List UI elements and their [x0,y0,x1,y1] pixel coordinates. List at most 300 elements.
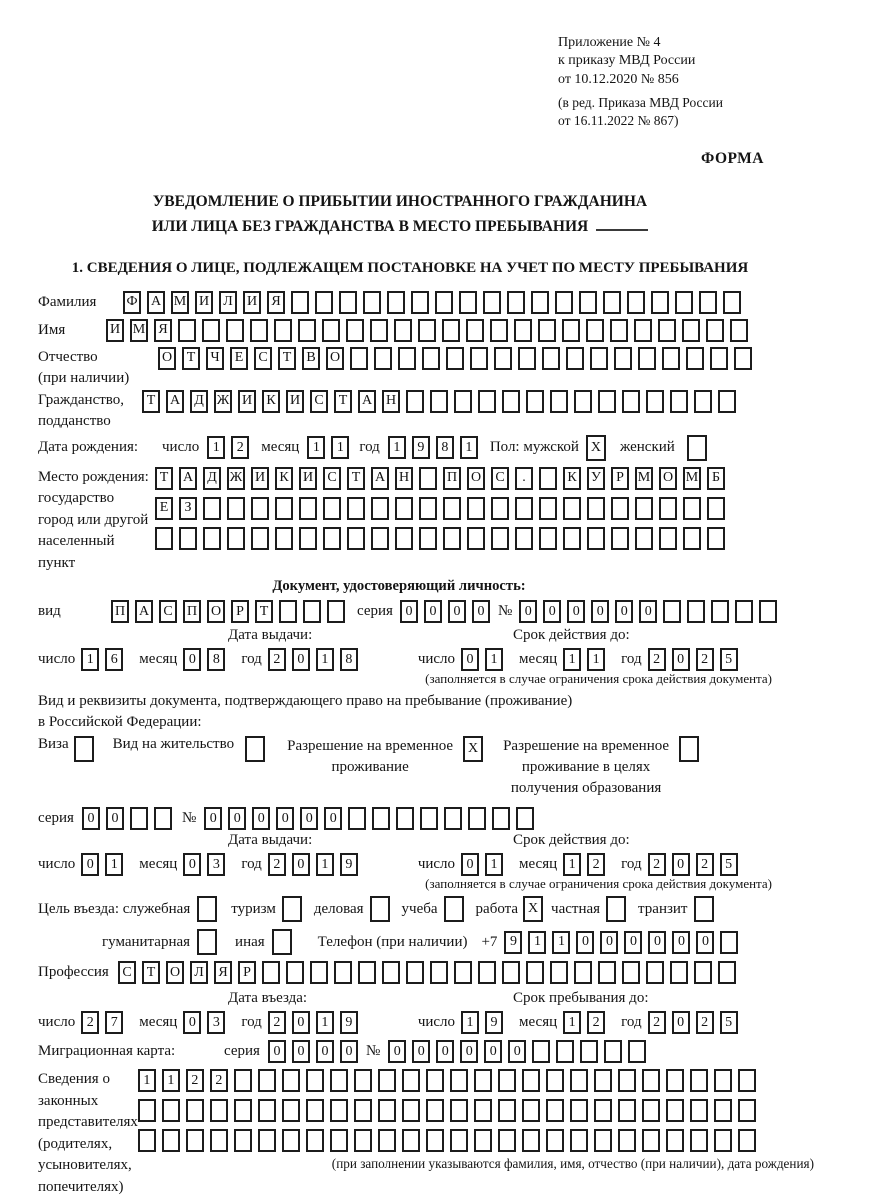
form-cell[interactable] [502,961,520,984]
form-cell[interactable] [430,961,448,984]
form-cell[interactable] [550,961,568,984]
form-cell[interactable] [250,319,268,342]
form-cell[interactable] [714,1099,732,1122]
form-cell[interactable]: И [238,390,256,413]
form-cell[interactable] [274,319,292,342]
form-cell[interactable] [618,1099,636,1122]
form-cell[interactable] [323,527,341,550]
form-cell[interactable]: 0 [400,600,418,623]
form-cell[interactable] [258,1099,276,1122]
form-cell[interactable]: Р [231,600,249,623]
form-cell[interactable] [570,1069,588,1092]
form-cell[interactable]: Е [230,347,248,370]
form-cell[interactable]: 8 [340,648,358,671]
form-cell[interactable]: М [171,291,189,314]
form-cell[interactable] [627,291,645,314]
form-cell[interactable] [598,961,616,984]
form-cell[interactable] [178,319,196,342]
form-cell[interactable] [594,1069,612,1092]
form-cell[interactable] [419,467,437,490]
form-cell[interactable] [498,1069,516,1092]
form-cell[interactable] [723,291,741,314]
form-cell[interactable] [707,497,725,520]
form-cell[interactable]: И [243,291,261,314]
form-cell[interactable]: 0 [268,1040,286,1063]
form-cell[interactable] [378,1099,396,1122]
form-cell[interactable] [555,291,573,314]
form-cell[interactable]: 7 [105,1011,123,1034]
form-cell[interactable] [272,929,292,955]
form-cell[interactable] [347,527,365,550]
form-cell[interactable] [659,527,677,550]
form-cell[interactable] [245,736,265,762]
form-cell[interactable]: А [358,390,376,413]
form-cell[interactable] [492,807,510,830]
form-cell[interactable]: М [130,319,148,342]
form-cell[interactable] [594,1099,612,1122]
form-cell[interactable]: 0 [591,600,609,623]
form-cell[interactable] [579,291,597,314]
form-cell[interactable]: 2 [81,1011,99,1034]
form-cell[interactable] [450,1099,468,1122]
form-cell[interactable]: 0 [519,600,537,623]
form-cell[interactable]: С [159,600,177,623]
form-cell[interactable]: Я [267,291,285,314]
form-cell[interactable]: О [207,600,225,623]
form-cell[interactable]: И [195,291,213,314]
form-cell[interactable] [635,527,653,550]
form-cell[interactable] [420,807,438,830]
form-cell[interactable]: X [523,896,543,922]
form-cell[interactable] [686,347,704,370]
form-cell[interactable]: 0 [316,1040,334,1063]
form-cell[interactable] [538,319,556,342]
form-cell[interactable] [370,319,388,342]
form-cell[interactable] [580,1040,598,1063]
form-cell[interactable] [398,347,416,370]
form-cell[interactable]: 0 [252,807,270,830]
form-cell[interactable] [186,1129,204,1152]
form-cell[interactable]: 0 [461,853,479,876]
form-cell[interactable]: А [371,467,389,490]
form-cell[interactable] [690,1069,708,1092]
form-cell[interactable] [490,319,508,342]
form-cell[interactable] [474,1099,492,1122]
form-cell[interactable] [402,1129,420,1152]
form-cell[interactable]: П [443,467,461,490]
form-cell[interactable]: М [683,467,701,490]
form-cell[interactable]: Т [155,467,173,490]
form-cell[interactable] [539,527,557,550]
form-cell[interactable] [467,527,485,550]
form-cell[interactable] [203,497,221,520]
form-cell[interactable] [515,527,533,550]
form-cell[interactable] [522,1099,540,1122]
form-cell[interactable] [470,347,488,370]
form-cell[interactable]: С [491,467,509,490]
form-cell[interactable]: З [179,497,197,520]
form-cell[interactable] [444,896,464,922]
form-cell[interactable]: С [254,347,272,370]
form-cell[interactable] [354,1069,372,1092]
form-cell[interactable] [663,600,681,623]
form-cell[interactable]: 0 [576,931,594,954]
form-cell[interactable] [474,1069,492,1092]
form-cell[interactable] [587,527,605,550]
form-cell[interactable]: Л [219,291,237,314]
form-cell[interactable] [251,497,269,520]
form-cell[interactable] [282,896,302,922]
form-cell[interactable]: 1 [587,648,605,671]
form-cell[interactable] [468,807,486,830]
form-cell[interactable] [202,319,220,342]
form-cell[interactable] [759,600,777,623]
form-cell[interactable] [714,1069,732,1092]
form-cell[interactable]: 0 [412,1040,430,1063]
form-cell[interactable] [666,1069,684,1092]
form-cell[interactable] [411,291,429,314]
form-cell[interactable]: 2 [648,1011,666,1034]
form-cell[interactable] [426,1069,444,1092]
form-cell[interactable]: 1 [388,436,406,459]
form-cell[interactable]: 9 [340,1011,358,1034]
form-cell[interactable]: 0 [204,807,222,830]
form-cell[interactable]: 2 [587,1011,605,1034]
form-cell[interactable] [179,527,197,550]
form-cell[interactable]: Ж [227,467,245,490]
form-cell[interactable]: О [326,347,344,370]
form-cell[interactable] [322,319,340,342]
form-cell[interactable]: Я [154,319,172,342]
form-cell[interactable]: 5 [720,1011,738,1034]
form-cell[interactable]: П [183,600,201,623]
form-cell[interactable]: Т [347,467,365,490]
form-cell[interactable] [690,1099,708,1122]
form-cell[interactable]: Т [278,347,296,370]
form-cell[interactable]: 0 [424,600,442,623]
form-cell[interactable]: 1 [316,648,334,671]
form-cell[interactable] [711,600,729,623]
form-cell[interactable] [539,467,557,490]
form-cell[interactable]: Т [255,600,273,623]
form-cell[interactable]: 1 [162,1069,180,1092]
form-cell[interactable]: 0 [543,600,561,623]
form-cell[interactable]: 0 [600,931,618,954]
form-cell[interactable] [738,1069,756,1092]
form-cell[interactable]: Ч [206,347,224,370]
form-cell[interactable] [507,291,525,314]
form-cell[interactable] [603,291,621,314]
form-cell[interactable] [374,347,392,370]
form-cell[interactable]: 2 [696,648,714,671]
form-cell[interactable] [614,347,632,370]
form-cell[interactable] [306,1069,324,1092]
form-cell[interactable]: 3 [207,1011,225,1034]
form-cell[interactable]: 0 [696,931,714,954]
form-cell[interactable] [598,390,616,413]
form-cell[interactable] [531,291,549,314]
form-cell[interactable]: Б [707,467,725,490]
form-cell[interactable] [262,961,280,984]
form-cell[interactable]: В [302,347,320,370]
form-cell[interactable] [426,1099,444,1122]
form-cell[interactable] [370,896,390,922]
form-cell[interactable] [275,527,293,550]
form-cell[interactable] [282,1129,300,1152]
form-cell[interactable] [358,961,376,984]
form-cell[interactable]: 0 [484,1040,502,1063]
form-cell[interactable] [738,1129,756,1152]
form-cell[interactable] [610,319,628,342]
form-cell[interactable]: Л [190,961,208,984]
form-cell[interactable]: 9 [504,931,522,954]
form-cell[interactable] [718,961,736,984]
form-cell[interactable]: 0 [82,807,100,830]
form-cell[interactable] [74,736,94,762]
form-cell[interactable] [443,527,461,550]
form-cell[interactable] [298,319,316,342]
form-cell[interactable] [327,600,345,623]
form-cell[interactable]: 2 [268,648,286,671]
form-cell[interactable] [330,1129,348,1152]
form-cell[interactable] [720,931,738,954]
form-cell[interactable]: К [275,467,293,490]
form-cell[interactable] [354,1129,372,1152]
form-cell[interactable] [646,390,664,413]
form-cell[interactable] [395,497,413,520]
form-cell[interactable] [406,390,424,413]
form-cell[interactable] [378,1129,396,1152]
form-cell[interactable]: Н [382,390,400,413]
form-cell[interactable] [532,1040,550,1063]
form-cell[interactable] [718,390,736,413]
form-cell[interactable] [419,527,437,550]
form-cell[interactable]: 0 [639,600,657,623]
form-cell[interactable]: 1 [563,853,581,876]
form-cell[interactable]: И [299,467,317,490]
form-cell[interactable] [498,1129,516,1152]
form-cell[interactable] [203,527,221,550]
form-cell[interactable] [714,1129,732,1152]
form-cell[interactable] [687,600,705,623]
form-cell[interactable]: 0 [292,648,310,671]
form-cell[interactable]: 0 [508,1040,526,1063]
form-cell[interactable]: 9 [412,436,430,459]
form-cell[interactable] [310,961,328,984]
form-cell[interactable] [315,291,333,314]
form-cell[interactable]: 2 [268,1011,286,1034]
form-cell[interactable] [574,961,592,984]
form-cell[interactable] [690,1129,708,1152]
form-cell[interactable] [130,807,148,830]
form-cell[interactable] [138,1099,156,1122]
form-cell[interactable]: 2 [231,436,249,459]
form-cell[interactable] [251,527,269,550]
form-cell[interactable] [387,291,405,314]
form-cell[interactable] [330,1099,348,1122]
form-cell[interactable]: Д [190,390,208,413]
form-cell[interactable] [350,347,368,370]
form-cell[interactable]: 9 [485,1011,503,1034]
form-cell[interactable]: Т [142,390,160,413]
form-cell[interactable] [563,527,581,550]
form-cell[interactable]: Е [155,497,173,520]
form-cell[interactable]: Н [395,467,413,490]
form-cell[interactable] [227,527,245,550]
form-cell[interactable] [467,497,485,520]
form-cell[interactable] [419,497,437,520]
form-cell[interactable] [162,1099,180,1122]
form-cell[interactable]: У [587,467,605,490]
form-cell[interactable] [299,497,317,520]
form-cell[interactable] [566,347,584,370]
form-cell[interactable]: 2 [268,853,286,876]
form-cell[interactable]: 6 [105,648,123,671]
form-cell[interactable] [347,497,365,520]
form-cell[interactable]: 1 [460,436,478,459]
form-cell[interactable]: 2 [587,853,605,876]
form-cell[interactable] [155,527,173,550]
form-cell[interactable] [526,961,544,984]
form-cell[interactable] [478,961,496,984]
form-cell[interactable] [446,347,464,370]
form-cell[interactable]: 0 [81,853,99,876]
form-cell[interactable] [670,961,688,984]
form-cell[interactable] [694,896,714,922]
form-cell[interactable] [662,347,680,370]
form-cell[interactable]: О [659,467,677,490]
form-cell[interactable] [518,347,536,370]
form-cell[interactable]: 0 [388,1040,406,1063]
form-cell[interactable]: 1 [552,931,570,954]
form-cell[interactable] [526,390,544,413]
form-cell[interactable] [402,1069,420,1092]
form-cell[interactable]: С [118,961,136,984]
form-cell[interactable]: Р [238,961,256,984]
form-cell[interactable]: И [106,319,124,342]
form-cell[interactable] [670,390,688,413]
form-cell[interactable] [550,390,568,413]
form-cell[interactable] [594,1129,612,1152]
form-cell[interactable] [354,1099,372,1122]
form-cell[interactable] [286,961,304,984]
form-cell[interactable]: С [310,390,328,413]
form-cell[interactable] [642,1069,660,1092]
form-cell[interactable] [279,600,297,623]
form-cell[interactable] [371,497,389,520]
form-cell[interactable] [563,497,581,520]
form-cell[interactable] [483,291,501,314]
form-cell[interactable] [162,1129,180,1152]
form-cell[interactable]: 0 [340,1040,358,1063]
form-cell[interactable]: 0 [448,600,466,623]
form-cell[interactable]: К [262,390,280,413]
form-cell[interactable]: 0 [183,648,201,671]
form-cell[interactable]: Я [214,961,232,984]
form-cell[interactable] [515,497,533,520]
form-cell[interactable] [622,961,640,984]
form-cell[interactable]: 1 [316,1011,334,1034]
form-cell[interactable]: Ф [123,291,141,314]
form-cell[interactable] [291,291,309,314]
form-cell[interactable] [635,497,653,520]
form-cell[interactable] [478,390,496,413]
form-cell[interactable] [210,1099,228,1122]
form-cell[interactable]: 1 [485,853,503,876]
form-cell[interactable]: К [563,467,581,490]
form-cell[interactable] [522,1129,540,1152]
form-cell[interactable] [402,1099,420,1122]
form-cell[interactable]: Т [182,347,200,370]
form-cell[interactable]: 0 [228,807,246,830]
form-cell[interactable] [687,435,707,461]
form-cell[interactable] [546,1069,564,1092]
form-cell[interactable] [646,961,664,984]
form-cell[interactable] [618,1129,636,1152]
form-cell[interactable]: 2 [696,1011,714,1034]
form-cell[interactable]: 0 [276,807,294,830]
form-cell[interactable] [348,807,366,830]
form-cell[interactable] [275,497,293,520]
form-cell[interactable] [586,319,604,342]
form-cell[interactable]: 1 [81,648,99,671]
form-cell[interactable] [491,497,509,520]
form-cell[interactable] [282,1069,300,1092]
form-cell[interactable]: 1 [485,648,503,671]
form-cell[interactable]: 0 [472,600,490,623]
form-cell[interactable]: О [166,961,184,984]
form-cell[interactable] [186,1099,204,1122]
form-cell[interactable] [628,1040,646,1063]
form-cell[interactable] [542,347,560,370]
form-cell[interactable] [683,497,701,520]
form-cell[interactable]: 9 [340,853,358,876]
form-cell[interactable] [454,961,472,984]
form-cell[interactable]: 1 [563,1011,581,1034]
form-cell[interactable] [234,1129,252,1152]
form-cell[interactable]: 2 [210,1069,228,1092]
form-cell[interactable] [363,291,381,314]
form-cell[interactable] [694,390,712,413]
form-cell[interactable]: А [135,600,153,623]
form-cell[interactable] [372,807,390,830]
form-cell[interactable] [227,497,245,520]
form-cell[interactable] [450,1069,468,1092]
form-cell[interactable] [659,497,677,520]
form-cell[interactable] [694,961,712,984]
form-cell[interactable]: А [179,467,197,490]
form-cell[interactable] [562,319,580,342]
form-cell[interactable] [570,1099,588,1122]
form-cell[interactable] [606,896,626,922]
form-cell[interactable] [546,1129,564,1152]
form-cell[interactable] [682,319,700,342]
form-cell[interactable] [334,961,352,984]
form-cell[interactable] [730,319,748,342]
form-cell[interactable]: 0 [183,1011,201,1034]
form-cell[interactable] [454,390,472,413]
form-cell[interactable] [651,291,669,314]
form-cell[interactable] [611,497,629,520]
form-cell[interactable] [494,347,512,370]
form-cell[interactable] [339,291,357,314]
form-cell[interactable] [443,497,461,520]
form-cell[interactable] [522,1069,540,1092]
form-cell[interactable] [396,807,414,830]
form-cell[interactable]: О [158,347,176,370]
form-cell[interactable] [382,961,400,984]
form-cell[interactable]: Д [203,467,221,490]
